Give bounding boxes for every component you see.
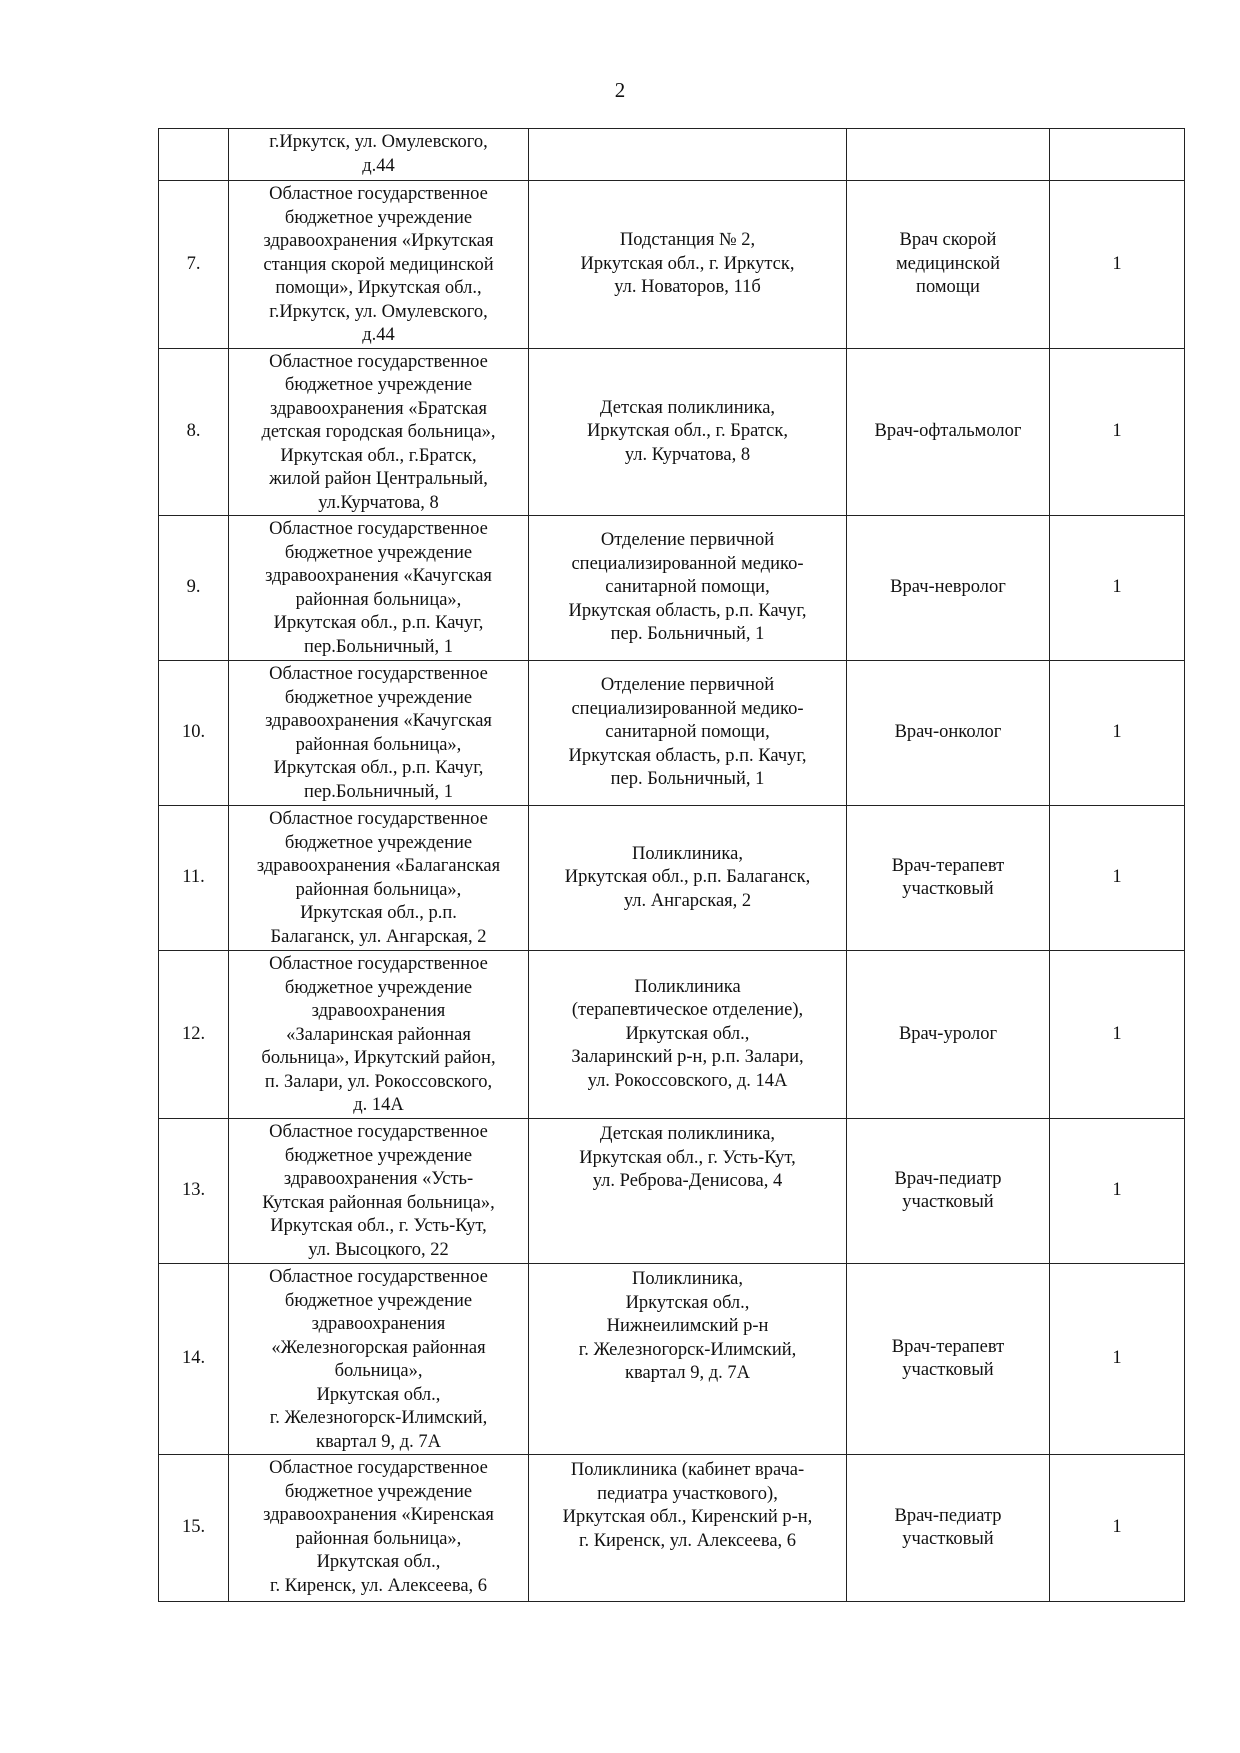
cell-place: Поликлиника, Иркутская обл., Нижнеилимский р-н г. Железногорск-Илимский, квартал 9, д. 7А	[529, 1264, 847, 1455]
cell-organization: Областное государственное бюджетное учреждение здравоохранения «Качугская районная больница», Иркутская обл., р.п. Качуг, пер.Больничный, 1	[229, 516, 529, 661]
cell-organization: Областное государственное бюджетное учреждение здравоохранения «Киренская районная больница», Иркутская обл., г. Киренск, ул. Алексеева, 6	[229, 1455, 529, 1602]
table-row	[159, 951, 1185, 1119]
cell-place: Отделение первичной специализированной медико- санитарной помощи, Иркутская область, р.п. Качуг, пер. Больничный, 1	[529, 516, 847, 661]
cell-count: 1	[1050, 181, 1185, 349]
table-row-continuation	[159, 129, 1185, 181]
table-row	[159, 1119, 1185, 1264]
cell-place: Отделение первичной специализированной медико- санитарной помощи, Иркутская область, р.п. Качуг, пер. Больничный, 1	[529, 661, 847, 806]
table-row	[159, 1455, 1185, 1602]
table-row	[159, 1264, 1185, 1455]
cell-position: Врач-педиатр участковый	[847, 1119, 1050, 1264]
cell-position: Врач-педиатр участковый	[847, 1455, 1050, 1602]
cell-organization: Областное государственное бюджетное учреждение здравоохранения «Иркутская станция скорой медицинской помощи», Иркутская обл., г.Иркутск, ул. Омулевского, д.44	[229, 181, 529, 349]
cell-organization: Областное государственное бюджетное учреждение здравоохранения «Усть- Кутская районная больница», Иркутская обл., г. Усть-Кут, ул. Высоцкого, 22	[229, 1119, 529, 1264]
cell-count	[1050, 129, 1185, 181]
cell-position	[847, 129, 1050, 181]
cell-number: 11.	[159, 806, 229, 951]
cell-count: 1	[1050, 1264, 1185, 1455]
cell-position: Врач-уролог	[847, 951, 1050, 1119]
cell-position: Врач-невролог	[847, 516, 1050, 661]
cell-organization: Областное государственное бюджетное учреждение здравоохранения «Балаганская районная больница», Иркутская обл., р.п. Балаганск, ул. Ангарская, 2	[229, 806, 529, 951]
cell-place: Поликлиника (кабинет врача- педиатра участкового), Иркутская обл., Киренский р-н, г. Киренск, ул. Алексеева, 6	[529, 1455, 847, 1602]
cell-position: Врач-терапевт участковый	[847, 806, 1050, 951]
cell-place: Поликлиника (терапевтическое отделение), Иркутская обл., Заларинский р-н, р.п. Залари, ул. Рокоссовского, д. 14А	[529, 951, 847, 1119]
cell-count: 1	[1050, 1119, 1185, 1264]
cell-organization: Областное государственное бюджетное учреждение здравоохранения «Заларинская районная больница», Иркутский район, п. Залари, ул. Рокоссовского, д. 14А	[229, 951, 529, 1119]
cell-number	[159, 129, 229, 181]
cell-count: 1	[1050, 1455, 1185, 1602]
cell-number: 7.	[159, 181, 229, 349]
cell-number: 9.	[159, 516, 229, 661]
cell-organization: Областное государственное бюджетное учреждение здравоохранения «Качугская районная больница», Иркутская обл., р.п. Качуг, пер.Больничный, 1	[229, 661, 529, 806]
cell-count: 1	[1050, 661, 1185, 806]
cell-number: 10.	[159, 661, 229, 806]
table-row	[159, 661, 1185, 806]
cell-place: Детская поликлиника, Иркутская обл., г. Братск, ул. Курчатова, 8	[529, 348, 847, 516]
cell-number: 12.	[159, 951, 229, 1119]
cell-organization: Областное государственное бюджетное учреждение здравоохранения «Братская детская городская больница», Иркутская обл., г.Братск, жилой район Центральный, ул.Курчатова, 8	[229, 348, 529, 516]
table-row	[159, 516, 1185, 661]
cell-position: Врач-терапевт участковый	[847, 1264, 1050, 1455]
page-number: 2	[614, 78, 626, 102]
cell-count: 1	[1050, 951, 1185, 1119]
cell-position: Врач-онколог	[847, 661, 1050, 806]
cell-position: Врач-офтальмолог	[847, 348, 1050, 516]
cell-number: 14.	[159, 1264, 229, 1455]
cell-place: Поликлиника, Иркутская обл., р.п. Балаганск, ул. Ангарская, 2	[529, 806, 847, 951]
cell-number: 13.	[159, 1119, 229, 1264]
table-row	[159, 806, 1185, 951]
cell-place: Подстанция № 2, Иркутская обл., г. Иркутск, ул. Новаторов, 11б	[529, 181, 847, 349]
cell-number: 8.	[159, 348, 229, 516]
cell-place	[529, 129, 847, 181]
cell-count: 1	[1050, 806, 1185, 951]
cell-number: 15.	[159, 1455, 229, 1602]
table-row	[159, 181, 1185, 349]
cell-organization: Областное государственное бюджетное учреждение здравоохранения «Железногорская районная больница», Иркутская обл., г. Железногорск-Илимский, квартал 9, д. 7А	[229, 1264, 529, 1455]
vacancy-table	[158, 128, 1185, 1602]
cell-place: Детская поликлиника, Иркутская обл., г. Усть-Кут, ул. Реброва-Денисова, 4	[529, 1119, 847, 1264]
table-row	[159, 348, 1185, 516]
cell-count: 1	[1050, 516, 1185, 661]
cell-position: Врач скорой медицинской помощи	[847, 181, 1050, 349]
cell-organization: г.Иркутск, ул. Омулевского, д.44	[229, 129, 529, 181]
cell-count: 1	[1050, 348, 1185, 516]
